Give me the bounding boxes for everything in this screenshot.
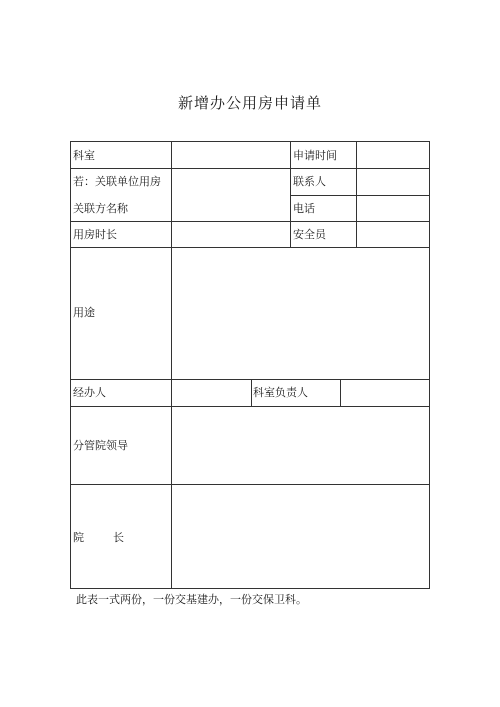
row-divider [71, 379, 429, 380]
duration-label: 用房时长 [73, 228, 117, 241]
column-divider [356, 142, 357, 247]
dean-label-char1: 院 [73, 531, 84, 544]
row-divider [71, 484, 429, 485]
column-divider [171, 142, 172, 588]
column-divider [290, 142, 291, 247]
vice-dean-label: 分管院领导 [73, 439, 128, 452]
row-divider [71, 247, 429, 248]
application-form-table [70, 141, 430, 589]
column-divider [251, 379, 252, 406]
form-title: 新增办公用房申请单 [177, 94, 322, 112]
safety-officer-label: 安全员 [293, 228, 326, 241]
department-label: 科室 [73, 149, 95, 162]
related-unit-label-line1: 若：关联单位用房 [73, 175, 161, 188]
related-unit-label-line2: 关联方名称 [73, 202, 128, 215]
phone-label: 电话 [293, 202, 315, 215]
row-divider [71, 406, 429, 407]
footnote: 此表一式两份，一份交基建办，一份交保卫科。 [76, 593, 307, 606]
handler-label: 经办人 [73, 386, 106, 399]
purpose-label: 用途 [73, 306, 95, 319]
dean-label-char2: 长 [113, 531, 124, 544]
column-divider [340, 379, 341, 406]
apply-time-label: 申请时间 [293, 149, 337, 162]
row-divider [71, 221, 429, 222]
row-divider [290, 195, 429, 196]
contact-label: 联系人 [293, 175, 326, 188]
row-divider [71, 168, 429, 169]
dept-head-label: 科室负责人 [253, 386, 308, 399]
